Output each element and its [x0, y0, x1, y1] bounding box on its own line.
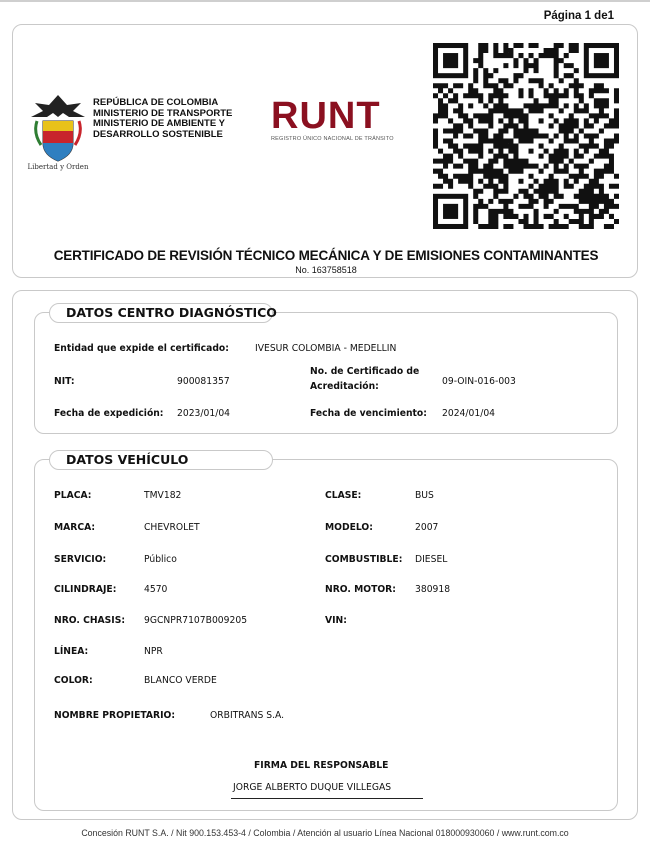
certificate-number: No. 163758518 [295, 265, 357, 275]
signature-line [231, 798, 423, 799]
crest-motto: Libertad y Orden [27, 163, 89, 171]
runt-logo-text: RUNT [271, 95, 381, 137]
entidad-value: IVESUR COLOMBIA - MEDELLIN [255, 343, 397, 354]
placa-label: PLACA: [54, 490, 92, 501]
expedicion-value: 2023/01/04 [177, 408, 231, 419]
marca-label: MARCA: [54, 522, 96, 533]
top-divider [0, 0, 650, 2]
acreditacion-label-line1: No. de Certificado de [310, 366, 420, 377]
qr-code-icon [433, 43, 619, 229]
propietario-label: NOMBRE PROPIETARIO: [54, 710, 176, 721]
motor-label: NRO. MOTOR: [325, 584, 396, 595]
acreditacion-label-line2: Acreditación: [310, 381, 379, 392]
clase-value: BUS [415, 490, 434, 501]
footer: Concesión RUNT S.A. / Nit 900.153.453-4 / Colombia / Atención al usuario Línea Nacional 018000930060 / www.runt.com.co [81, 828, 569, 838]
certificate-body [12, 290, 638, 820]
firma-name: JORGE ALBERTO DUQUE VILLEGAS [233, 782, 392, 793]
color-label: COLOR: [54, 675, 93, 686]
gov-line: MINISTERIO DE TRANSPORTE [93, 107, 233, 119]
placa-value: TMV182 [144, 490, 182, 501]
chasis-value: 9GCNPR7107B009205 [144, 615, 248, 626]
runt-logo-subtitle: REGISTRO ÚNICO NACIONAL DE TRÁNSITO [271, 136, 394, 142]
vencimiento-value: 2024/01/04 [442, 408, 496, 419]
diagnostic-center-section [34, 305, 618, 434]
linea-label: LÍNEA: [54, 646, 89, 657]
page-number: Página 1 de1 [543, 10, 614, 22]
gov-line: DESARROLLO SOSTENIBLE [93, 128, 223, 140]
linea-value: NPR [144, 646, 163, 657]
color-value: BLANCO VERDE [144, 675, 217, 686]
entidad-label: Entidad que expide el certificado: [54, 343, 229, 354]
servicio-value: Público [144, 554, 177, 565]
section-title: DATOS VEHÍCULO [49, 450, 273, 470]
marca-value: CHEVROLET [144, 522, 200, 533]
combustible-label: COMBUSTIBLE: [325, 554, 403, 565]
certificate-header [12, 24, 638, 278]
motor-value: 380918 [415, 584, 451, 595]
section-title: DATOS CENTRO DIAGNÓSTICO [49, 303, 273, 323]
gov-line: REPÚBLICA DE COLOMBIA [93, 97, 219, 108]
colombia-coat-of-arms-icon [27, 91, 89, 171]
cilindraje-label: CILINDRAJE: [54, 584, 117, 595]
gov-line: MINISTERIO DE AMBIENTE Y [93, 118, 225, 130]
vencimiento-label: Fecha de vencimiento: [310, 408, 427, 419]
government-entities [93, 98, 232, 140]
runt-logo [271, 97, 394, 142]
acreditacion-value: 09-OIN-016-003 [442, 376, 516, 387]
chasis-label: NRO. CHASIS: [54, 615, 126, 626]
certificate-title: CERTIFICADO DE REVISIÓN TÉCNICO MECÁNICA Y DE EMISIONES CONTAMINANTES [53, 248, 599, 263]
modelo-value: 2007 [415, 522, 439, 533]
firma-label: FIRMA DEL RESPONSABLE [254, 760, 389, 771]
nit-value: 900081357 [177, 376, 230, 387]
propietario-value: ORBITRANS S.A. [210, 710, 285, 721]
modelo-label: MODELO: [325, 522, 373, 533]
expedicion-label: Fecha de expedición: [54, 408, 164, 419]
clase-label: CLASE: [325, 490, 362, 501]
servicio-label: SERVICIO: [54, 554, 107, 565]
nit-label: NIT: [54, 376, 75, 387]
vin-label: VIN: [325, 615, 347, 626]
vehicle-section [34, 452, 618, 811]
cilindraje-value: 4570 [144, 584, 168, 595]
combustible-value: DIESEL [415, 554, 448, 565]
